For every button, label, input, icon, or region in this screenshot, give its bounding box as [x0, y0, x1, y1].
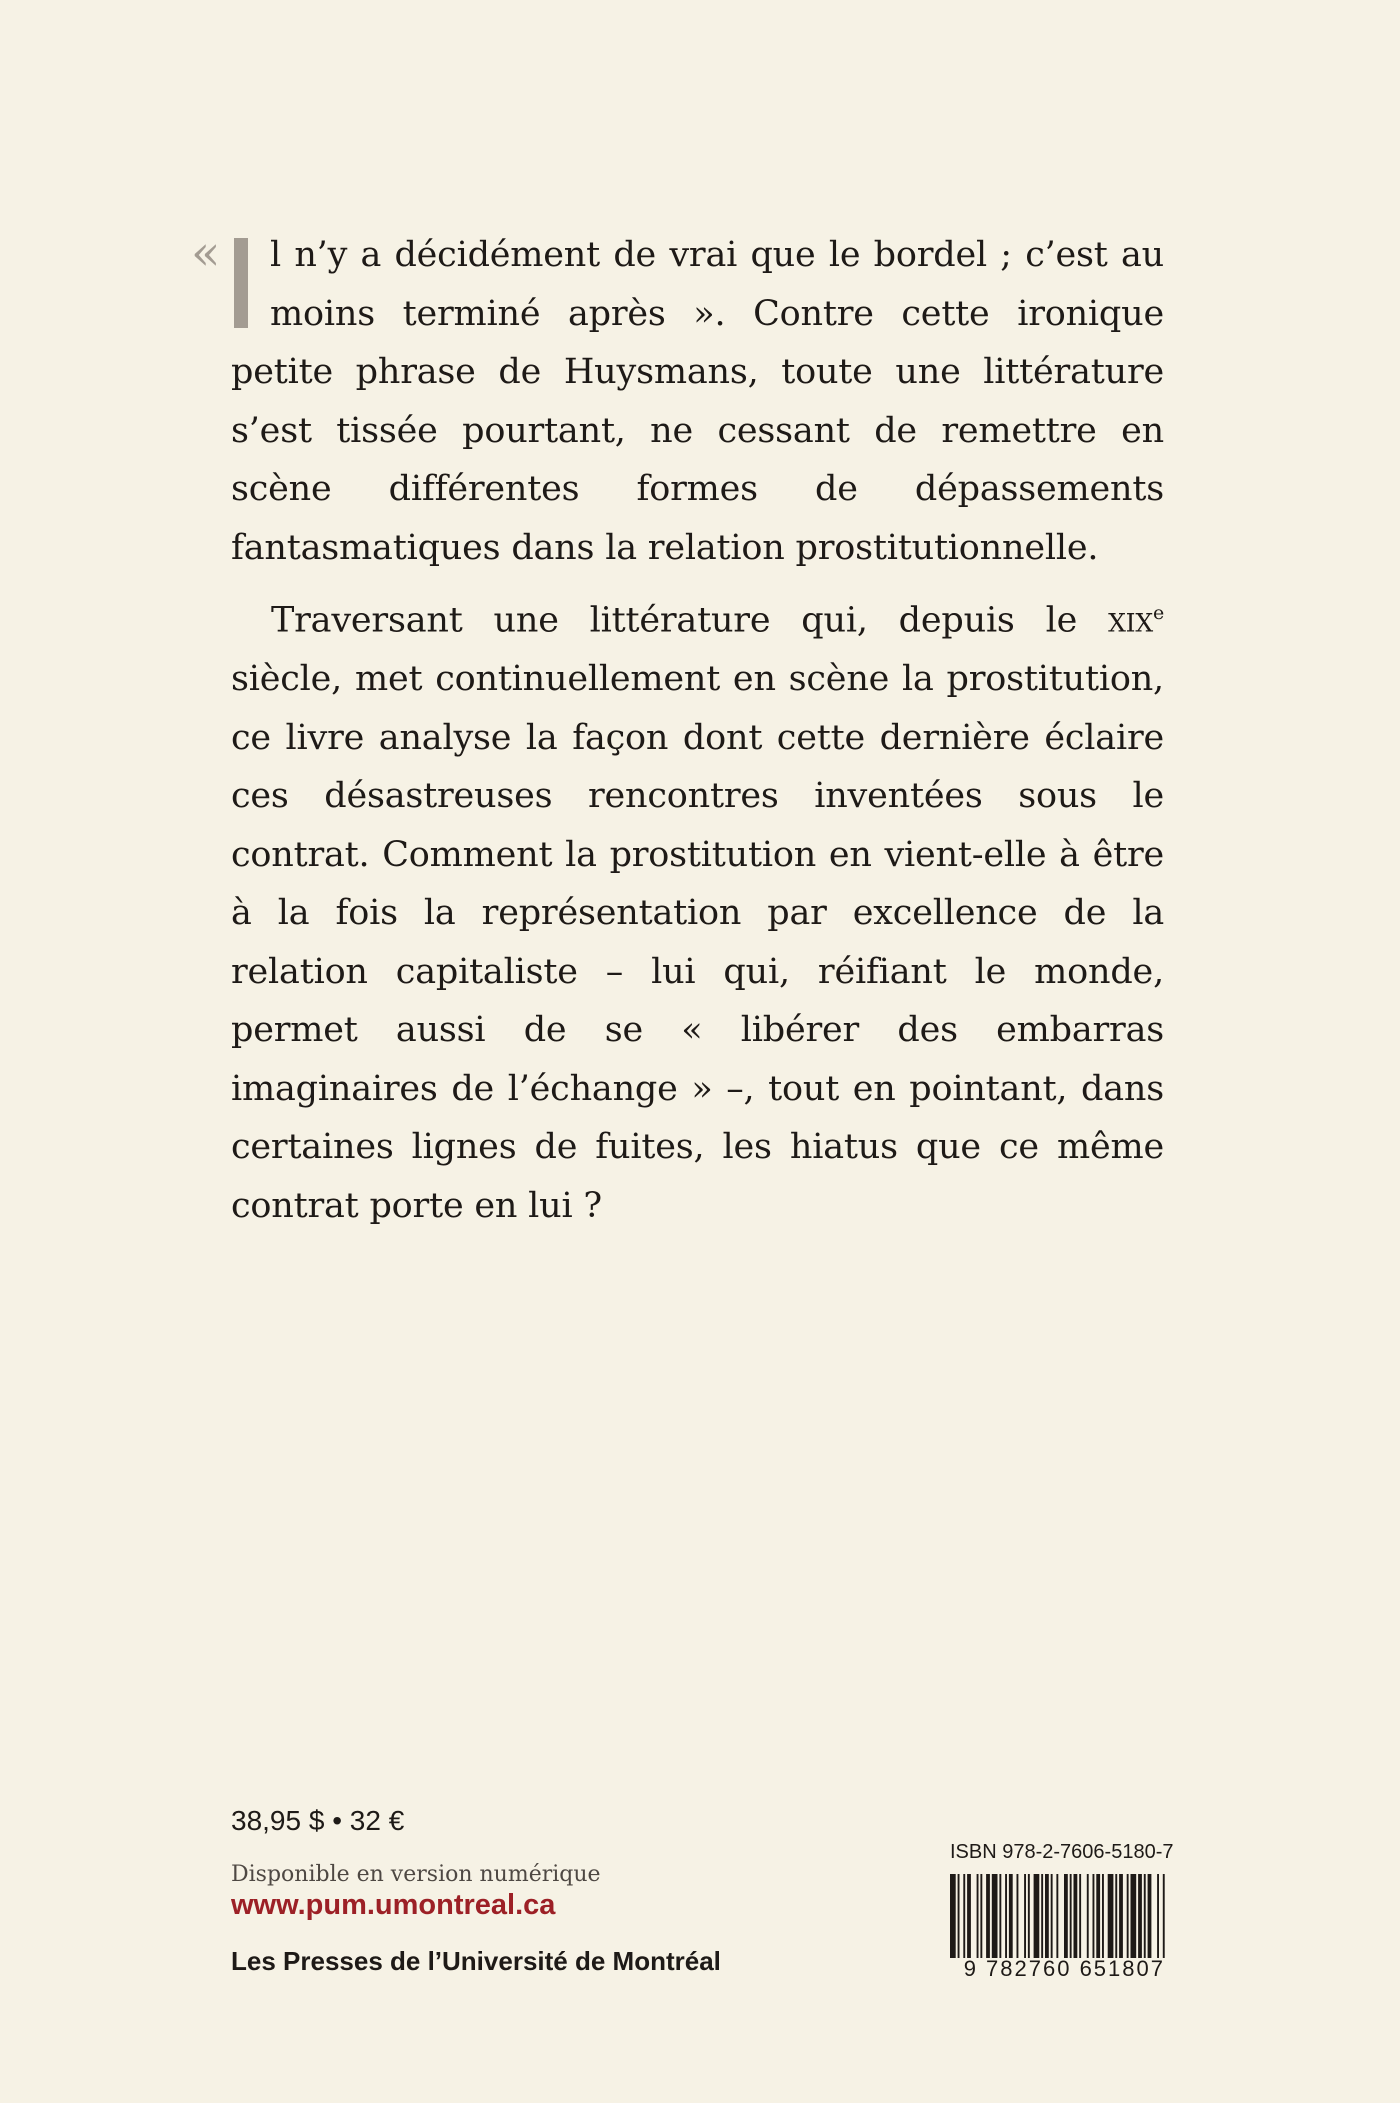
footer-info: [231, 1803, 791, 1976]
publisher-name: Les Presses de l’Université de Montréal: [231, 1946, 721, 1976]
blurb-paragraph-1: [191, 225, 1164, 577]
barcode-bar: [986, 1874, 990, 1958]
barcode-bar: [1138, 1874, 1142, 1958]
blurb-text: [191, 225, 1164, 1235]
barcode-bar: [1102, 1874, 1104, 1958]
barcode-bar: [1028, 1874, 1030, 1958]
barcode-bar: [1009, 1874, 1013, 1958]
barcode-bar: [1119, 1874, 1123, 1958]
barcode-bar: [1070, 1874, 1072, 1958]
price-label: 38,95 $ • 32 €: [231, 1805, 405, 1836]
blurb-paragraph-2-start: Traversant une littérature qui, depuis le: [271, 600, 1109, 641]
barcode-bar: [1108, 1874, 1114, 1958]
barcode-bar: [1093, 1874, 1095, 1958]
century-numeral: xix: [1108, 600, 1153, 641]
drop-cap-i: [234, 238, 248, 328]
barcode-bar: [1096, 1874, 1100, 1958]
barcode-bar: [1087, 1874, 1089, 1958]
barcode-bar: [1005, 1874, 1007, 1958]
barcode-bar: [1056, 1874, 1058, 1958]
publisher-website-link[interactable]: www.pum.umontreal.ca: [231, 1889, 556, 1921]
barcode-bar: [980, 1874, 982, 1958]
barcode-bar: [1041, 1874, 1043, 1958]
barcode-digits: 9 782760 651807: [963, 1956, 1165, 1981]
barcode-bar: [1144, 1874, 1146, 1958]
isbn-barcode-block: [950, 1840, 1174, 1982]
digital-availability-note: Disponible en version numérique: [231, 1862, 601, 1887]
barcode-bar: [1157, 1874, 1159, 1958]
barcode-bar: [1051, 1874, 1053, 1958]
barcode-icon: [950, 1874, 1165, 1958]
barcode-bar: [1034, 1874, 1040, 1958]
blurb-paragraph-2: [231, 584, 1164, 1235]
barcode-bar: [999, 1874, 1001, 1958]
barcode-bar: [963, 1874, 965, 1958]
barcode-bar: [1064, 1874, 1068, 1958]
barcode-bar: [1079, 1874, 1081, 1958]
barcode-bar: [958, 1874, 960, 1958]
blurb-paragraph-1-text: l n’y a décidément de vrai que le bordel ; c’est au moins terminé après ». Contre cette ironique petite phrase de Huysmans, toute une littérature s’est tissée pourtant, ne cessant de remettre en scène différentes formes de dépassements fantasmatiques dans la relation prostitutionnelle.: [231, 235, 1164, 568]
barcode-bar: [977, 1874, 979, 1958]
opening-quote-mark: «: [191, 225, 221, 281]
barcode-bar: [950, 1874, 956, 1958]
barcode-bar: [1127, 1874, 1129, 1958]
barcode-bar: [1074, 1874, 1078, 1958]
isbn-label: ISBN 978-2-7606-5180-7: [950, 1841, 1174, 1863]
century-superscript: e: [1152, 602, 1164, 624]
barcode-bar: [1131, 1874, 1137, 1958]
barcode-bar: [1148, 1874, 1152, 1958]
blurb-paragraph-2-end: siècle, met continuellement en scène la prostitution, ce livre analyse la façon dont cette dernière éclaire ces désastreuses rencontres inventées sous le contrat. Comment la prostitution en vient-elle à être à la fois la représentation par excellence de la relation capitaliste – lui qui, réifiant le monde, permet aussi de se « libérer des embarras imaginaires de l’échange » –, tout en pointant, dans certaines lignes de fuites, les hiatus que ce même contrat porte en lui ?: [231, 659, 1164, 1226]
barcode-bar: [1017, 1874, 1019, 1958]
barcode-bar: [967, 1874, 971, 1958]
barcode-bar: [1115, 1874, 1117, 1958]
barcode-bar: [1024, 1874, 1026, 1958]
barcode-bar: [992, 1874, 998, 1958]
barcode-bar: [1163, 1874, 1165, 1958]
barcode-bar: [1045, 1874, 1049, 1958]
